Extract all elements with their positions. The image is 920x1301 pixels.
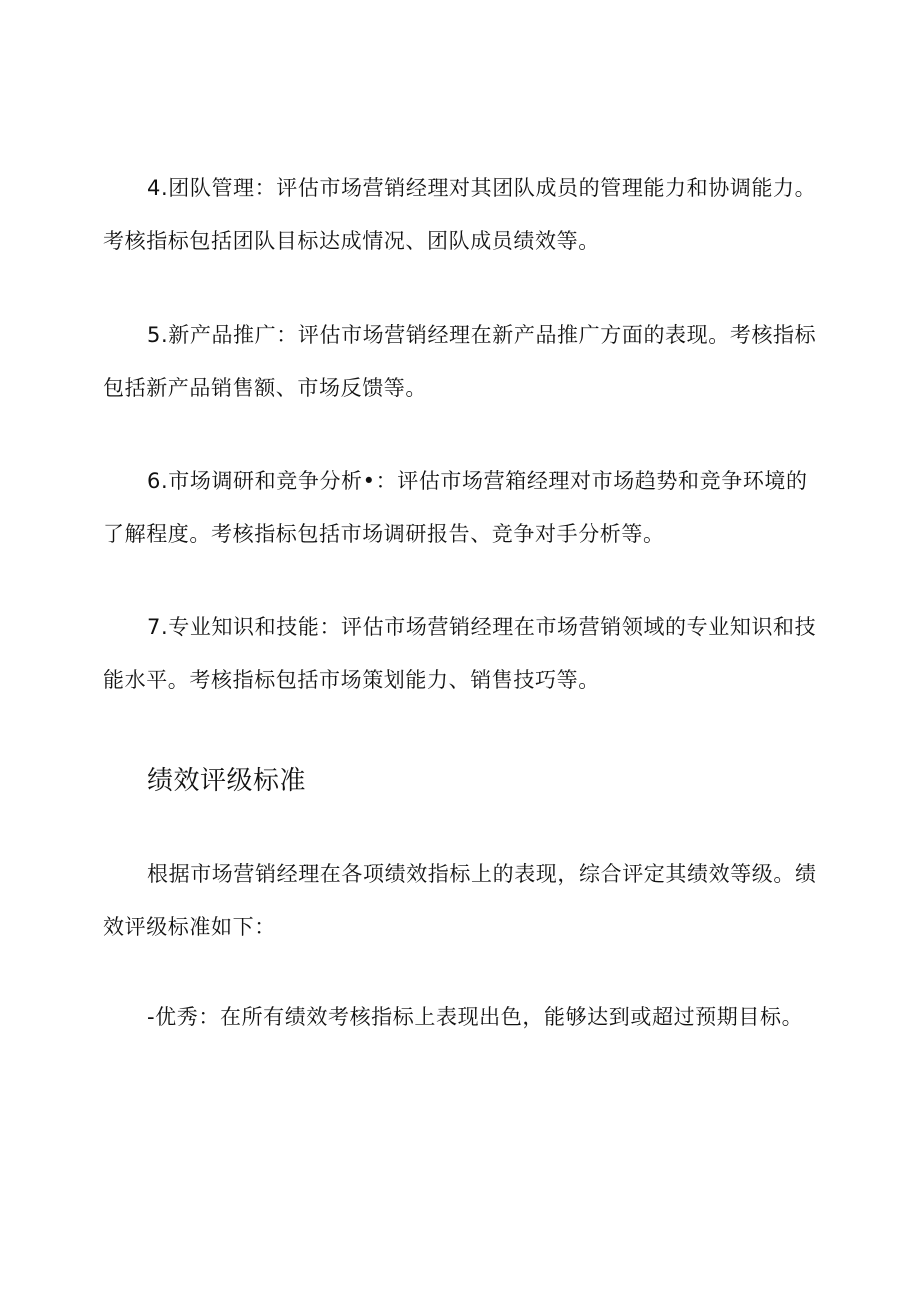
list-item — [103, 309, 821, 415]
section-intro: 根据市场营销经理在各项绩效指标上的表现，综合评定其绩效等级。绩效评级标准如下： — [103, 862, 817, 939]
item-number: 7 — [147, 615, 161, 639]
item-text: .新产品推广：评估市场营销经理在新产品推广方面的表现。考核指标包括新产品销售额、市场反馈等。 — [103, 323, 817, 400]
item-number: 4 — [147, 176, 161, 200]
item-text: .专业知识和技能：评估市场营销经理在市场营销领域的专业知识和技能水平。考核指标包括市场策划能力、销售技巧等。 — [103, 615, 817, 692]
list-item — [103, 601, 821, 707]
list-item — [103, 162, 821, 268]
item-number: 6 — [147, 469, 161, 493]
list-item — [103, 455, 821, 561]
section-heading: 绩效评级标准 — [147, 766, 307, 796]
item-text: .团队管理：评估市场营销经理对其团队成员的管理能力和协调能力。考核指标包括团队目标达成情况、团队成员绩效等。 — [103, 176, 817, 253]
item-number: 5 — [147, 323, 161, 347]
grade-item-excellent: -优秀：在所有绩效考核指标上表现出色，能够达到或超过预期目标。 — [147, 1005, 804, 1029]
item-text: .市场调研和竞争分析•：评估市场营箱经理对市场趋势和竞争环境的了解程度。考核指标包括市场调研报告、竞争对手分析等。 — [103, 469, 808, 546]
